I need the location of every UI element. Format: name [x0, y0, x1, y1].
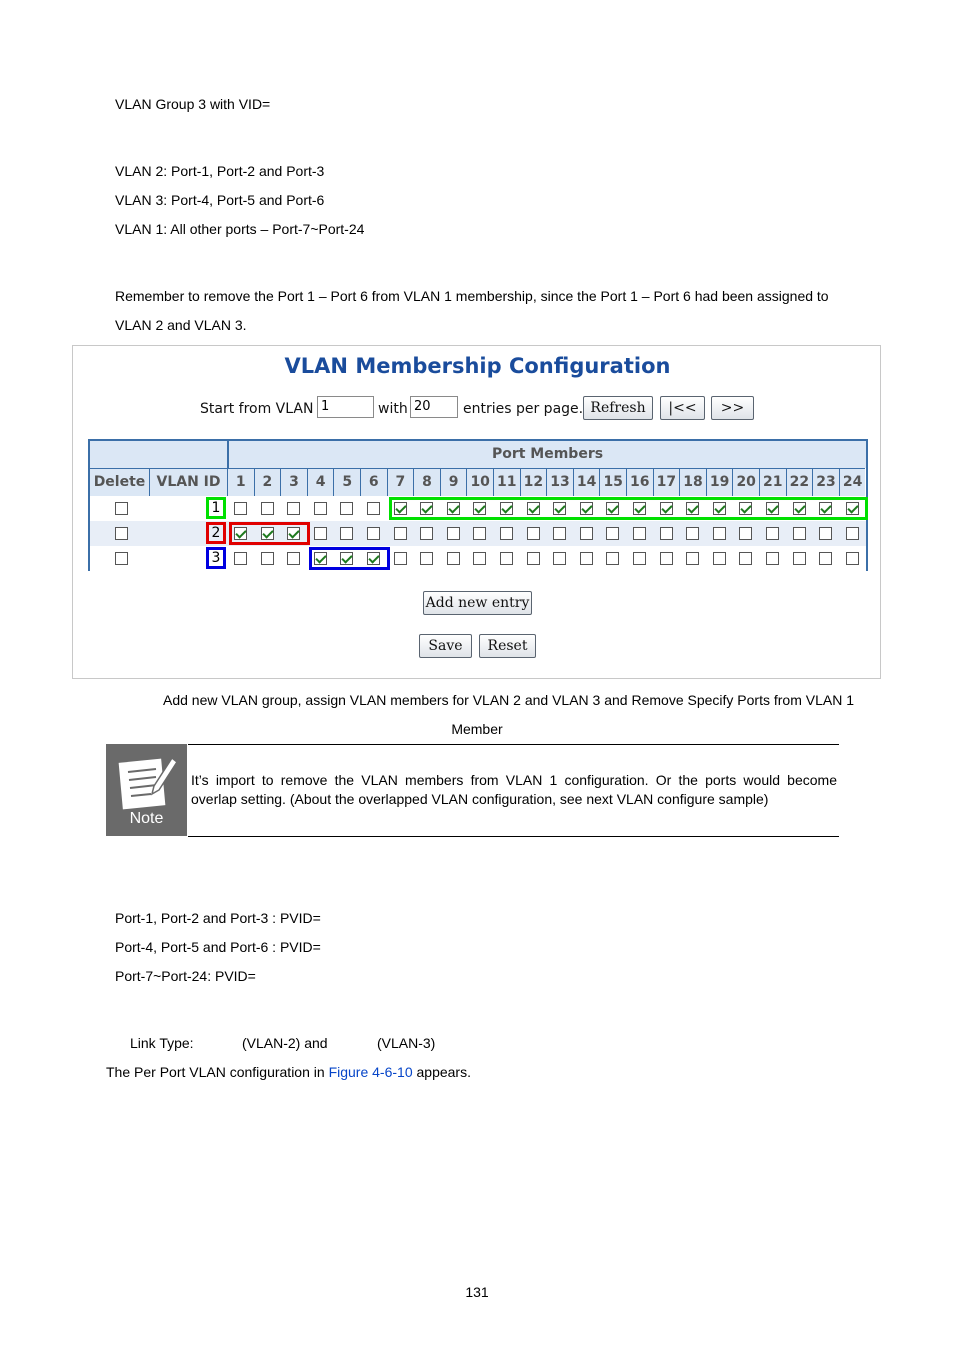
- intro-remember-line1: Remember to remove the Port 1 – Port 6 from VLAN 1 membership, since the Port 1 – Port 6 had been assigned to: [115, 288, 829, 304]
- port-checkbox-12[interactable]: [527, 552, 540, 565]
- vlan-id-column-header: VLAN ID: [150, 468, 227, 496]
- note-bottom-rule: [188, 836, 839, 837]
- port-members-header: Port Members: [227, 441, 866, 468]
- port-checkbox-15[interactable]: [606, 552, 619, 565]
- delete-checkbox[interactable]: [115, 502, 128, 515]
- port-checkbox-3[interactable]: [287, 502, 300, 515]
- delete-checkbox[interactable]: [115, 527, 128, 540]
- port-header-18: 18: [679, 468, 706, 496]
- note-text: It’s import to remove the VLAN members from VLAN 1 configuration. Or the ports would become overlap setting. (About the overlapped VLAN configuration, see next VLAN configure sample): [191, 772, 837, 807]
- port-checkbox-7[interactable]: [394, 527, 407, 540]
- port-checkbox-2[interactable]: [261, 502, 274, 515]
- port-header-22: 22: [786, 468, 813, 496]
- port-checkbox-6[interactable]: [367, 527, 380, 540]
- port-checkbox-10[interactable]: [473, 527, 486, 540]
- port-checkbox-5[interactable]: [340, 527, 353, 540]
- note-icon: [106, 744, 187, 836]
- port-header-14: 14: [573, 468, 600, 496]
- port-checkbox-22[interactable]: [793, 527, 806, 540]
- port-checkbox-18[interactable]: [686, 552, 699, 565]
- reset-button[interactable]: Reset: [479, 634, 536, 658]
- save-button[interactable]: Save: [419, 634, 472, 658]
- port-checkbox-22[interactable]: [793, 552, 806, 565]
- port-header-3: 3: [280, 468, 307, 496]
- port-header-1: 1: [227, 468, 254, 496]
- member-highlight: [389, 497, 869, 520]
- refresh-button[interactable]: Refresh: [583, 396, 653, 420]
- intro-line-vlan1: VLAN 1: All other ports – Port-7~Port-24: [115, 221, 365, 237]
- entries-per-page-input[interactable]: 20: [410, 396, 458, 418]
- port-header-17: 17: [653, 468, 680, 496]
- member-highlight: [309, 547, 390, 570]
- port-checkbox-11[interactable]: [500, 527, 513, 540]
- port-header-15: 15: [599, 468, 626, 496]
- port-checkbox-23[interactable]: [819, 552, 832, 565]
- port-header-6: 6: [360, 468, 387, 496]
- next-page-button[interactable]: >>: [711, 396, 754, 420]
- port-header-16: 16: [626, 468, 653, 496]
- start-from-label: Start from VLAN: [200, 401, 314, 417]
- port-checkbox-20[interactable]: [739, 552, 752, 565]
- port-checkbox-24[interactable]: [846, 527, 859, 540]
- port-checkbox-11[interactable]: [500, 552, 513, 565]
- port-checkbox-4[interactable]: [314, 527, 327, 540]
- port-checkbox-1[interactable]: [234, 552, 247, 565]
- port-checkbox-15[interactable]: [606, 527, 619, 540]
- port-header-11: 11: [493, 468, 520, 496]
- port-checkbox-9[interactable]: [447, 527, 460, 540]
- port-header-4: 4: [307, 468, 334, 496]
- vlan-row-1: [90, 496, 866, 521]
- port-header-23: 23: [812, 468, 839, 496]
- delete-column-header: Delete: [90, 468, 150, 496]
- vlan-id-highlight: [206, 497, 226, 519]
- per-port-text-after: appears.: [412, 1064, 471, 1080]
- port-checkbox-13[interactable]: [553, 552, 566, 565]
- port-checkbox-16[interactable]: [633, 527, 646, 540]
- per-port-text-before: The Per Port VLAN configuration in: [106, 1064, 329, 1080]
- start-vlan-input[interactable]: 1: [317, 396, 374, 418]
- entries-per-page-label: entries per page.: [463, 401, 584, 417]
- figure-link[interactable]: Figure 4-6-10: [328, 1064, 413, 1080]
- pvid-line-ports-1-3: Port-1, Port-2 and Port-3 : PVID=: [115, 910, 321, 926]
- intro-line-vlan3-vid: VLAN Group 3 with VID=: [115, 96, 271, 112]
- vlan-id-value: 3: [211, 550, 221, 566]
- port-header-10: 10: [466, 468, 493, 496]
- intro-remember-line2: VLAN 2 and VLAN 3.: [115, 317, 247, 333]
- note-icon-label: Note: [129, 810, 164, 827]
- vlan-membership-table: [88, 439, 868, 571]
- port-header-21: 21: [759, 468, 786, 496]
- first-page-button[interactable]: |<<: [660, 396, 705, 420]
- port-checkbox-9[interactable]: [447, 552, 460, 565]
- intro-line-vlan2: VLAN 2: Port-1, Port-2 and Port-3: [115, 163, 325, 179]
- pvid-line-ports-4-6: Port-4, Port-5 and Port-6 : PVID=: [115, 939, 321, 955]
- port-checkbox-19[interactable]: [713, 552, 726, 565]
- port-checkbox-17[interactable]: [660, 527, 673, 540]
- vlan-row-3: [90, 546, 866, 571]
- port-checkbox-7[interactable]: [394, 552, 407, 565]
- port-checkbox-8[interactable]: [420, 527, 433, 540]
- add-new-entry-button[interactable]: Add new entry: [423, 591, 532, 615]
- port-checkbox-4[interactable]: [314, 502, 327, 515]
- figure-title: VLAN Membership Configuration: [284, 354, 671, 378]
- port-checkbox-21[interactable]: [766, 527, 779, 540]
- port-header-5: 5: [333, 468, 360, 496]
- port-checkbox-14[interactable]: [580, 552, 593, 565]
- port-checkbox-23[interactable]: [819, 527, 832, 540]
- pvid-line-ports-7-24: Port-7~Port-24: PVID=: [115, 968, 256, 984]
- port-header-19: 19: [706, 468, 733, 496]
- figure-caption-line2: Member: [451, 721, 503, 737]
- port-checkbox-16[interactable]: [633, 552, 646, 565]
- port-header-20: 20: [732, 468, 759, 496]
- note-top-rule: [188, 744, 839, 745]
- figure-caption-line1: Add new VLAN group, assign VLAN members for VLAN 2 and VLAN 3 and Remove Specify Ports from VLAN 1: [163, 692, 854, 708]
- port-checkbox-24[interactable]: [846, 552, 859, 565]
- port-header-2: 2: [254, 468, 281, 496]
- vlan-row-2: [90, 521, 866, 546]
- port-header-24: 24: [839, 468, 866, 496]
- link-type-label: Link Type:: [130, 1035, 194, 1051]
- port-header-8: 8: [413, 468, 440, 496]
- port-header-9: 9: [440, 468, 467, 496]
- port-header-7: 7: [387, 468, 414, 496]
- port-checkbox-10[interactable]: [473, 552, 486, 565]
- with-label: with: [378, 401, 408, 417]
- delete-checkbox[interactable]: [115, 552, 128, 565]
- vlan-id-highlight: [206, 547, 226, 569]
- page-number: 131: [465, 1284, 489, 1300]
- header-blank: [90, 441, 227, 468]
- vlan-id-value: 1: [211, 500, 221, 516]
- member-highlight: [229, 522, 310, 545]
- port-checkbox-6[interactable]: [367, 502, 380, 515]
- port-checkbox-18[interactable]: [686, 527, 699, 540]
- vlan-membership-figure: [72, 345, 881, 679]
- vlan-id-highlight: [206, 522, 226, 544]
- port-header-13: 13: [546, 468, 573, 496]
- link-type-vlan3: (VLAN-3): [377, 1035, 436, 1051]
- port-checkbox-5[interactable]: [340, 502, 353, 515]
- port-checkbox-12[interactable]: [527, 527, 540, 540]
- link-type-vlan2: (VLAN-2) and: [242, 1035, 328, 1051]
- per-port-config-line: [106, 1063, 471, 1081]
- port-checkbox-14[interactable]: [580, 527, 593, 540]
- port-checkbox-19[interactable]: [713, 527, 726, 540]
- port-checkbox-8[interactable]: [420, 552, 433, 565]
- port-checkbox-17[interactable]: [660, 552, 673, 565]
- intro-line-vlan3: VLAN 3: Port-4, Port-5 and Port-6: [115, 192, 325, 208]
- port-checkbox-13[interactable]: [553, 527, 566, 540]
- port-checkbox-3[interactable]: [287, 552, 300, 565]
- port-checkbox-20[interactable]: [739, 527, 752, 540]
- port-checkbox-21[interactable]: [766, 552, 779, 565]
- port-header-12: 12: [520, 468, 547, 496]
- vlan-id-value: 2: [211, 525, 221, 541]
- port-checkbox-1[interactable]: [234, 502, 247, 515]
- port-checkbox-2[interactable]: [261, 552, 274, 565]
